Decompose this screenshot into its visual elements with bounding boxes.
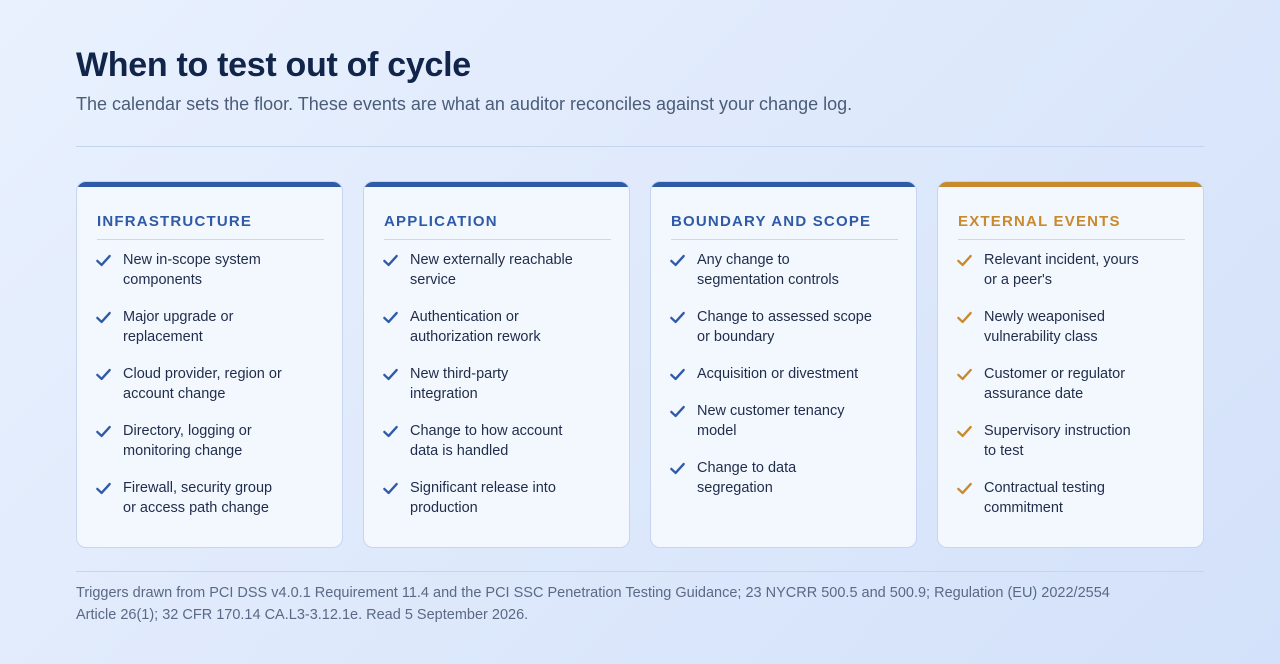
card-accent-bar: [938, 182, 1203, 187]
card-accent-bar: [364, 182, 629, 187]
card-accent-bar: [77, 182, 342, 187]
trigger-item: [668, 364, 903, 384]
check-icon: [95, 480, 112, 497]
header-divider: [76, 146, 1204, 147]
check-icon: [382, 480, 399, 497]
trigger-item: [668, 401, 903, 441]
source-footnote: Triggers drawn from PCI DSS v4.0.1 Requirement 11.4 and the PCI SSC Penetration Testing Guidance; 23 NYCRR 500.5 and 500.9; Regulation (EU) 2022/2554 Article 26(1); 32 CFR 170.14 CA.L3-3.12.1e. Read 5 September 2026.: [76, 585, 1110, 623]
trigger-item: [381, 250, 616, 290]
check-icon: [382, 423, 399, 440]
trigger-item-text: Any change to segmentation controls: [697, 252, 839, 288]
check-icon: [669, 366, 686, 383]
trigger-item-text: Customer or regulator assurance date: [984, 366, 1126, 402]
trigger-item-text: Authentication or authorization rework: [410, 309, 541, 345]
trigger-item-text: Newly weaponised vulnerability class: [984, 309, 1105, 345]
trigger-item: [381, 421, 616, 461]
trigger-item: [668, 250, 903, 290]
category-card-application: [363, 181, 630, 548]
card-divider: [97, 239, 324, 240]
card-divider: [671, 239, 898, 240]
trigger-item-text: Relevant incident, yours or a peer's: [984, 252, 1139, 288]
trigger-item-text: Directory, logging or monitoring change: [123, 423, 252, 459]
trigger-item: [94, 307, 329, 347]
check-icon: [95, 309, 112, 326]
check-icon: [669, 309, 686, 326]
card-divider: [958, 239, 1185, 240]
check-icon: [382, 252, 399, 269]
trigger-item: [955, 421, 1190, 461]
check-icon: [669, 460, 686, 477]
trigger-item: [955, 478, 1190, 518]
trigger-item: [94, 478, 329, 518]
check-icon: [95, 366, 112, 383]
trigger-item: [668, 458, 903, 498]
trigger-item-text: Significant release into production: [410, 480, 556, 516]
trigger-list: [381, 250, 616, 535]
category-card-external-events: [937, 181, 1204, 548]
check-icon: [95, 423, 112, 440]
check-icon: [956, 423, 973, 440]
category-heading: APPLICATION: [384, 213, 498, 230]
category-card-boundary-and-scope: [650, 181, 917, 548]
check-icon: [956, 366, 973, 383]
trigger-item-text: Supervisory instruction to test: [984, 423, 1131, 459]
page-subtitle: The calendar sets the floor. These events are what an auditor reconciles against your change log.: [76, 94, 853, 114]
trigger-item: [668, 307, 903, 347]
card-divider: [384, 239, 611, 240]
trigger-item-text: Change to how account data is handled: [410, 423, 563, 459]
page-title: When to test out of cycle: [76, 46, 471, 84]
trigger-item: [381, 364, 616, 404]
trigger-item: [955, 307, 1190, 347]
trigger-item: [381, 478, 616, 518]
trigger-item-text: New externally reachable service: [410, 252, 573, 288]
trigger-item: [94, 421, 329, 461]
trigger-list: [668, 250, 903, 515]
check-icon: [956, 480, 973, 497]
trigger-item: [955, 364, 1190, 404]
trigger-item-text: New in-scope system components: [123, 252, 261, 288]
check-icon: [382, 366, 399, 383]
footer-divider: [76, 571, 1204, 572]
trigger-item: [381, 307, 616, 347]
trigger-item: [955, 250, 1190, 290]
trigger-item-text: Contractual testing commitment: [984, 480, 1105, 516]
category-card-infrastructure: [76, 181, 343, 548]
trigger-item: [94, 364, 329, 404]
trigger-item-text: Major upgrade or replacement: [123, 309, 234, 345]
check-icon: [956, 309, 973, 326]
trigger-list: [94, 250, 329, 535]
trigger-item-text: Change to assessed scope or boundary: [697, 309, 872, 345]
check-icon: [669, 252, 686, 269]
check-icon: [956, 252, 973, 269]
check-icon: [669, 403, 686, 420]
card-accent-bar: [651, 182, 916, 187]
check-icon: [95, 252, 112, 269]
trigger-item-text: Acquisition or divestment: [697, 366, 859, 382]
trigger-item-text: New customer tenancy model: [697, 403, 845, 439]
trigger-item-text: Cloud provider, region or account change: [123, 366, 282, 402]
category-heading: EXTERNAL EVENTS: [958, 213, 1121, 230]
category-heading: BOUNDARY AND SCOPE: [671, 213, 872, 230]
trigger-item-text: Firewall, security group or access path change: [123, 480, 273, 516]
trigger-item: [94, 250, 329, 290]
trigger-item-text: Change to data segregation: [697, 460, 797, 496]
trigger-item-text: New third-party integration: [410, 366, 509, 402]
trigger-list: [955, 250, 1190, 535]
check-icon: [382, 309, 399, 326]
category-heading: INFRASTRUCTURE: [97, 213, 253, 230]
